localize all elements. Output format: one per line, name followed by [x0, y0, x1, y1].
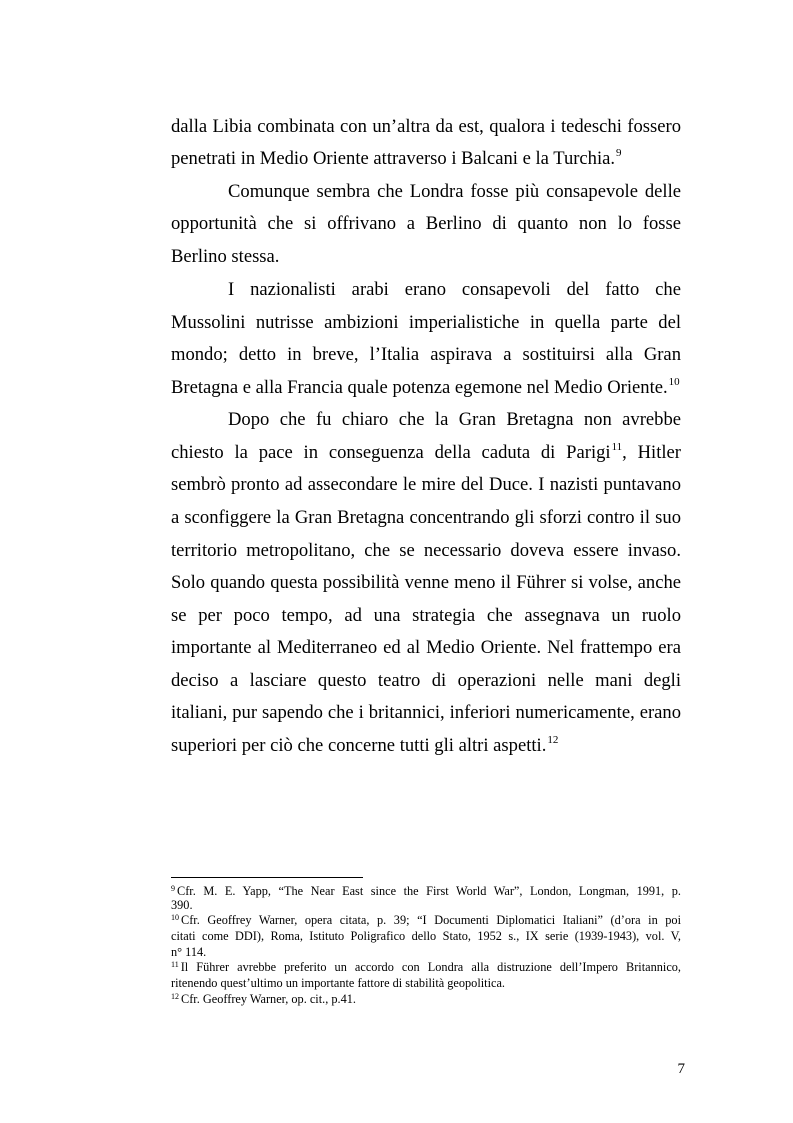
- footnote-separator: [171, 877, 363, 878]
- body-line: [171, 637, 681, 659]
- page-number: 7: [677, 1061, 685, 1077]
- footnote-number: 9: [171, 884, 175, 893]
- footnote-number: 11: [171, 960, 179, 969]
- line-text: dalla Libia combinata con un’altra da est, qualora i tedeschi fossero: [171, 116, 681, 137]
- line-text: mondo; detto in breve, l’Italia aspirava a sostituirsi alla Gran: [171, 344, 681, 365]
- line-text: a sconfiggere la Gran Bretagna concentrando gli sforzi contro il suo: [171, 507, 681, 528]
- body-line: [171, 442, 681, 466]
- line-text: Dopo che fu chiaro che la Gran Bretagna non avrebbe: [228, 409, 681, 430]
- footnote-line: [171, 992, 681, 1008]
- line-text: territorio metropolitano, che se necessario doveva essere invaso.: [171, 540, 681, 561]
- footnote-ref: 10: [668, 376, 680, 388]
- footnote-text: n° 114.: [171, 945, 207, 959]
- line-text: importante al Mediterraneo ed al Medio Oriente. Nel frattempo era: [171, 637, 681, 658]
- body-line: [171, 735, 681, 759]
- body-line: [171, 474, 681, 496]
- line-text: Comunque sembra che Londra fosse più consapevole delle: [228, 181, 681, 202]
- body-line: [228, 181, 681, 203]
- line-text: sembrò pronto ad assecondare le mire del Duce. I nazisti puntavano: [171, 474, 681, 495]
- line-text: se per poco tempo, ad una strategia che assegnava un ruolo: [171, 605, 681, 626]
- footnote-line: [171, 929, 681, 943]
- footnote-text: Cfr. Geoffrey Warner, opera citata, p. 39; “I Documenti Diplomatici Italiani” (d’ora in poi: [181, 913, 681, 927]
- body-line: [171, 344, 681, 366]
- line-text: Berlino stessa.: [171, 246, 280, 267]
- footnote-number: 12: [171, 992, 179, 1001]
- footnote-text: Il Führer avrebbe preferito un accordo con Londra alla distruzione dell’Impero Britannico,: [180, 960, 681, 974]
- footnote-text: ritenendo quest’ultimo un importante fattore di stabilità geopolitica.: [171, 976, 505, 990]
- footnote-line: [171, 898, 681, 912]
- footnote-line: [171, 976, 681, 990]
- line-text: Solo quando questa possibilità venne meno il Führer si volse, anche: [171, 572, 681, 593]
- footnote-ref: 11: [611, 441, 623, 453]
- line-text: penetrati in Medio Oriente attraverso i Balcani e la Turchia.: [171, 148, 616, 169]
- footnote-ref: 12: [547, 734, 559, 746]
- footnote-line: [171, 945, 681, 959]
- line-text: Bretagna e alla Francia quale potenza egemone nel Medio Oriente.: [171, 377, 668, 398]
- footnote-text: Cfr. M. E. Yapp, “The Near East since the First World War”, London, Longman, 1991, p.: [177, 884, 681, 898]
- line-text: Mussolini nutrisse ambizioni imperialistiche in quella parte del: [171, 312, 681, 333]
- footnote-text: Cfr. Geoffrey Warner, op. cit., p.41.: [181, 992, 356, 1006]
- body-line: [171, 507, 681, 529]
- body-line: [171, 148, 681, 172]
- footnote-text: citati come DDI), Roma, Istituto Poligrafico dello Stato, 1952 s., IX serie (1939-1943), vol. V,: [171, 929, 681, 943]
- footnote-line: [171, 960, 681, 976]
- body-line: [171, 116, 681, 138]
- body-line: [171, 377, 681, 401]
- footnote-number: 10: [171, 913, 179, 922]
- line-text: superiori per ciò che concerne tutti gli altri aspetti.: [171, 735, 547, 756]
- body-line: [228, 279, 681, 301]
- body-line: [171, 246, 681, 268]
- line-text: italiani, pur sapendo che i britannici, inferiori numericamente, erano: [171, 702, 681, 723]
- body-line: [171, 540, 681, 562]
- line-text: I nazionalisti arabi erano consapevoli del fatto che: [228, 279, 681, 300]
- body-line: [228, 409, 681, 431]
- body-line: [171, 572, 681, 594]
- body-line: [171, 213, 681, 235]
- line-text: , Hitler: [622, 442, 681, 463]
- line-text: deciso a lasciare questo teatro di operazioni nelle mani degli: [171, 670, 681, 691]
- body-line: [171, 605, 681, 627]
- line-text: chiesto la pace in conseguenza della caduta di Parigi: [171, 442, 611, 463]
- footnote-text: 390.: [171, 898, 193, 912]
- line-text: opportunità che si offrivano a Berlino di quanto non lo fosse: [171, 213, 681, 234]
- body-line: [171, 702, 681, 724]
- body-line: [171, 670, 681, 692]
- body-line: [171, 312, 681, 334]
- footnote-ref: 9: [616, 147, 622, 159]
- footnote-line: [171, 913, 681, 929]
